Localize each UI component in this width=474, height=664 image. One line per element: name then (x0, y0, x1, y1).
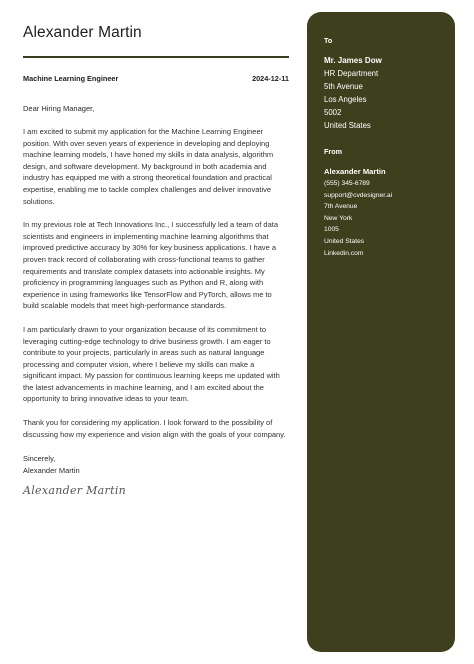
closing-phrase: Sincerely, (23, 454, 56, 464)
paragraph-4: Thank you for considering my application. I look forward to the possibility of discussing how my experience and vision align with the goals of your company. (23, 418, 286, 439)
letter-body (23, 24, 289, 497)
recipient-heading: To (324, 36, 333, 45)
sender-name-heading: Alexander Martin (23, 24, 142, 41)
sender-city: New York (324, 214, 353, 222)
sender-email: support@cvdesigner.ai (324, 191, 393, 199)
recipient-address (324, 54, 438, 132)
recipient-department: HR Department (324, 69, 379, 78)
letter-meta (23, 74, 289, 83)
sender-name: Alexander Martin (324, 167, 386, 176)
contact-sidebar (307, 12, 455, 652)
letter-date: 2024-12-11 (252, 74, 289, 83)
recipient-country: United States (324, 121, 371, 130)
closing-name: Alexander Martin (23, 465, 80, 475)
paragraph-3: I am particularly drawn to your organization because of its commitment to leveraging cutting-edge technology to drive business growth. I am eager to contribute to your projects, particularly in areas such as natural language processing and computer vision, where I believe my skills can make a significant impact. My passion for continuous learning keeps me updated with the latest advancements in machine learning, and I am excited about the opportunity to bring innovative ideas to your team. (23, 324, 280, 404)
sender-country: United States (324, 237, 365, 245)
recipient-postcode: 5002 (324, 108, 342, 117)
sender-heading: From (324, 147, 342, 156)
recipient-name: Mr. James Dow (324, 56, 382, 65)
header-divider (23, 56, 289, 58)
recipient-street: 5th Avenue (324, 82, 363, 91)
paragraph-2: In my previous role at Tech Innovations Inc., I successfully led a team of data scientists and engineers in implementing machine learning algorithms that improved predictive accuracy by 30% for key business applications. I have a proven track record of collaborating with cross-functional teams to gather requirements and translate complex datasets into actionable insights. My proficiency in programming languages such as Python and R, along with experience in using frameworks like TensorFlow and PyTorch, allows me to build scalable models that meet high-performance standards. (23, 220, 278, 311)
sender-street: 7th Avenue (324, 203, 358, 211)
handwritten-signature: Alexander Martin (23, 484, 127, 498)
sender-contact (324, 165, 438, 259)
recipient-city: Los Angeles (324, 95, 367, 104)
salutation: Dear Hiring Manager, (23, 104, 95, 113)
job-title: Machine Learning Engineer (23, 74, 119, 83)
sender-postcode: 1005 (324, 226, 339, 234)
closing-block (23, 453, 289, 476)
sender-linkedin: Linkedin.com (324, 249, 364, 257)
paragraph-1: I am excited to submit my application for the Machine Learning Engineer position. With over seven years of experience in developing and deploying machine learning models, I have honed my skills in data analysis, algorithm design, and software development. My background in both academia and industry has equipped me with a strong theoretical foundation and practical expertise, enabling me to tackle complex challenges and deliver innovative solutions. (23, 127, 274, 206)
sender-phone: (555) 345-6789 (324, 180, 370, 187)
